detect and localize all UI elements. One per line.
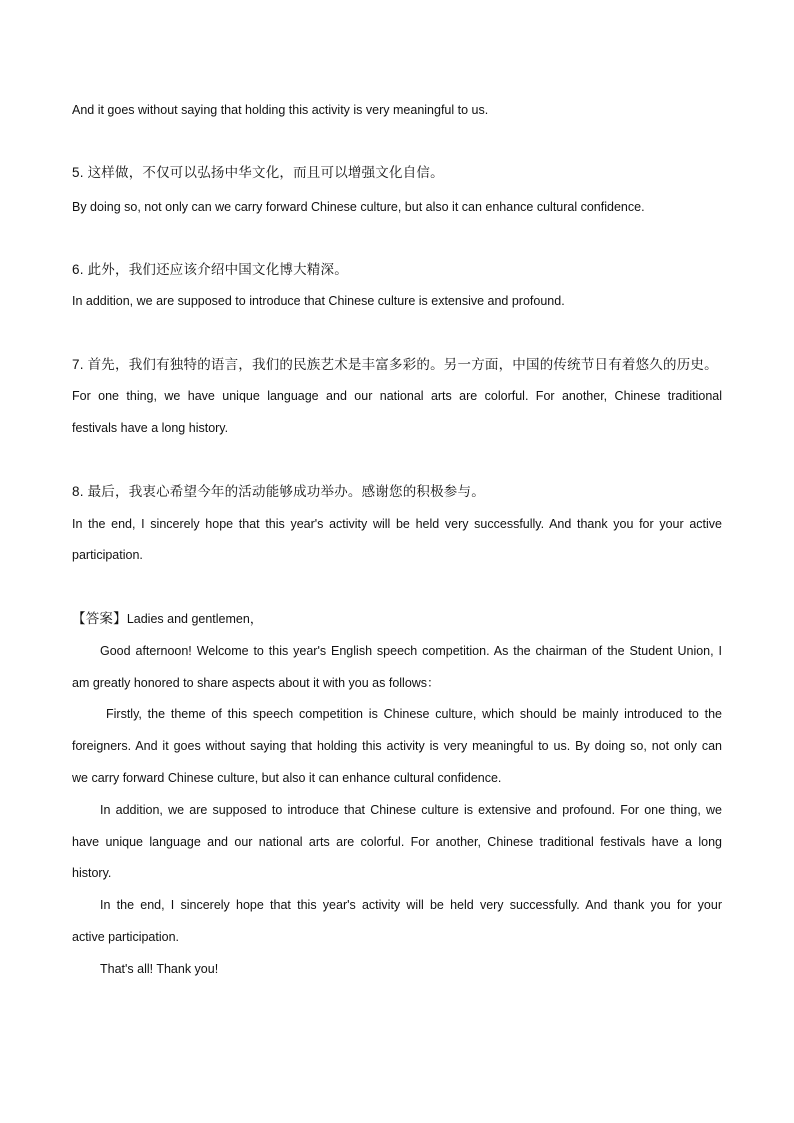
item-6-chinese: 6. 此外，我们还应该介绍中国文化博大精深。 <box>72 262 348 277</box>
item-5-english: By doing so, not only can we carry forward Chinese culture, but also it can enhance cultural confidence. <box>72 200 645 214</box>
item-7-english-line-1: For one thing, we have unique language and our national arts are colorful. For another, Chinese traditional <box>72 389 722 403</box>
answer-paragraph-line: we carry forward Chinese culture, but also it can enhance cultural confidence. <box>72 771 502 785</box>
item-5-chinese: 5. 这样做，不仅可以弘扬中华文化，而且可以增强文化自信。 <box>72 165 444 180</box>
item-8-english-line-1: In the end, I sincerely hope that this year's activity will be held very successfully. And thank you for your active <box>72 517 722 531</box>
answer-paragraph-line: Good afternoon! Welcome to this year's English speech competition. As the chairman of the Student Union, I <box>100 644 722 658</box>
document-page <box>72 0 722 1123</box>
answer-closing-line: That's all! Thank you! <box>100 962 219 976</box>
answer-paragraph-line: active participation. <box>72 930 180 944</box>
item-7-chinese: 7. 首先，我们有独特的语言，我们的民族艺术是丰富多彩的。另一方面，中国的传统节日有着悠久的历史。 <box>72 357 718 372</box>
answer-paragraph-line: have unique language and our national arts are colorful. For another, Chinese traditional festivals have a long <box>72 835 722 849</box>
answer-heading <box>72 611 722 627</box>
item-8-chinese: 8. 最后，我衷心希望今年的活动能够成功举办。感谢您的积极参与。 <box>72 484 485 499</box>
item-8-english-line-2: participation. <box>72 548 143 562</box>
answer-paragraph-line: foreigners. And it goes without saying that holding this activity is very meaningful to us. By doing so, not only can <box>72 739 722 753</box>
answer-paragraph-line: am greatly honored to share aspects about it with you as follows： <box>72 676 440 690</box>
answer-salutation: Ladies and gentlemen， <box>126 612 263 626</box>
item-6-english: In addition, we are supposed to introduce that Chinese culture is extensive and profound. <box>72 294 565 308</box>
answer-paragraph-line: Firstly, the theme of this speech competition is Chinese culture, which should be mainly introduced to the <box>106 707 722 721</box>
intro-tail-text: And it goes without saying that holding this activity is very meaningful to us. <box>72 103 489 117</box>
item-7-english-line-2: festivals have a long history. <box>72 421 229 435</box>
answer-paragraph-line: history. <box>72 866 112 880</box>
answer-paragraph-line: In addition, we are supposed to introduce that Chinese culture is extensive and profound. For one thing, we <box>100 803 722 817</box>
answer-label: 【答案】 <box>72 611 127 626</box>
answer-paragraph-line: In the end, I sincerely hope that this year's activity will be held very successfully. And thank you for your <box>100 898 722 912</box>
